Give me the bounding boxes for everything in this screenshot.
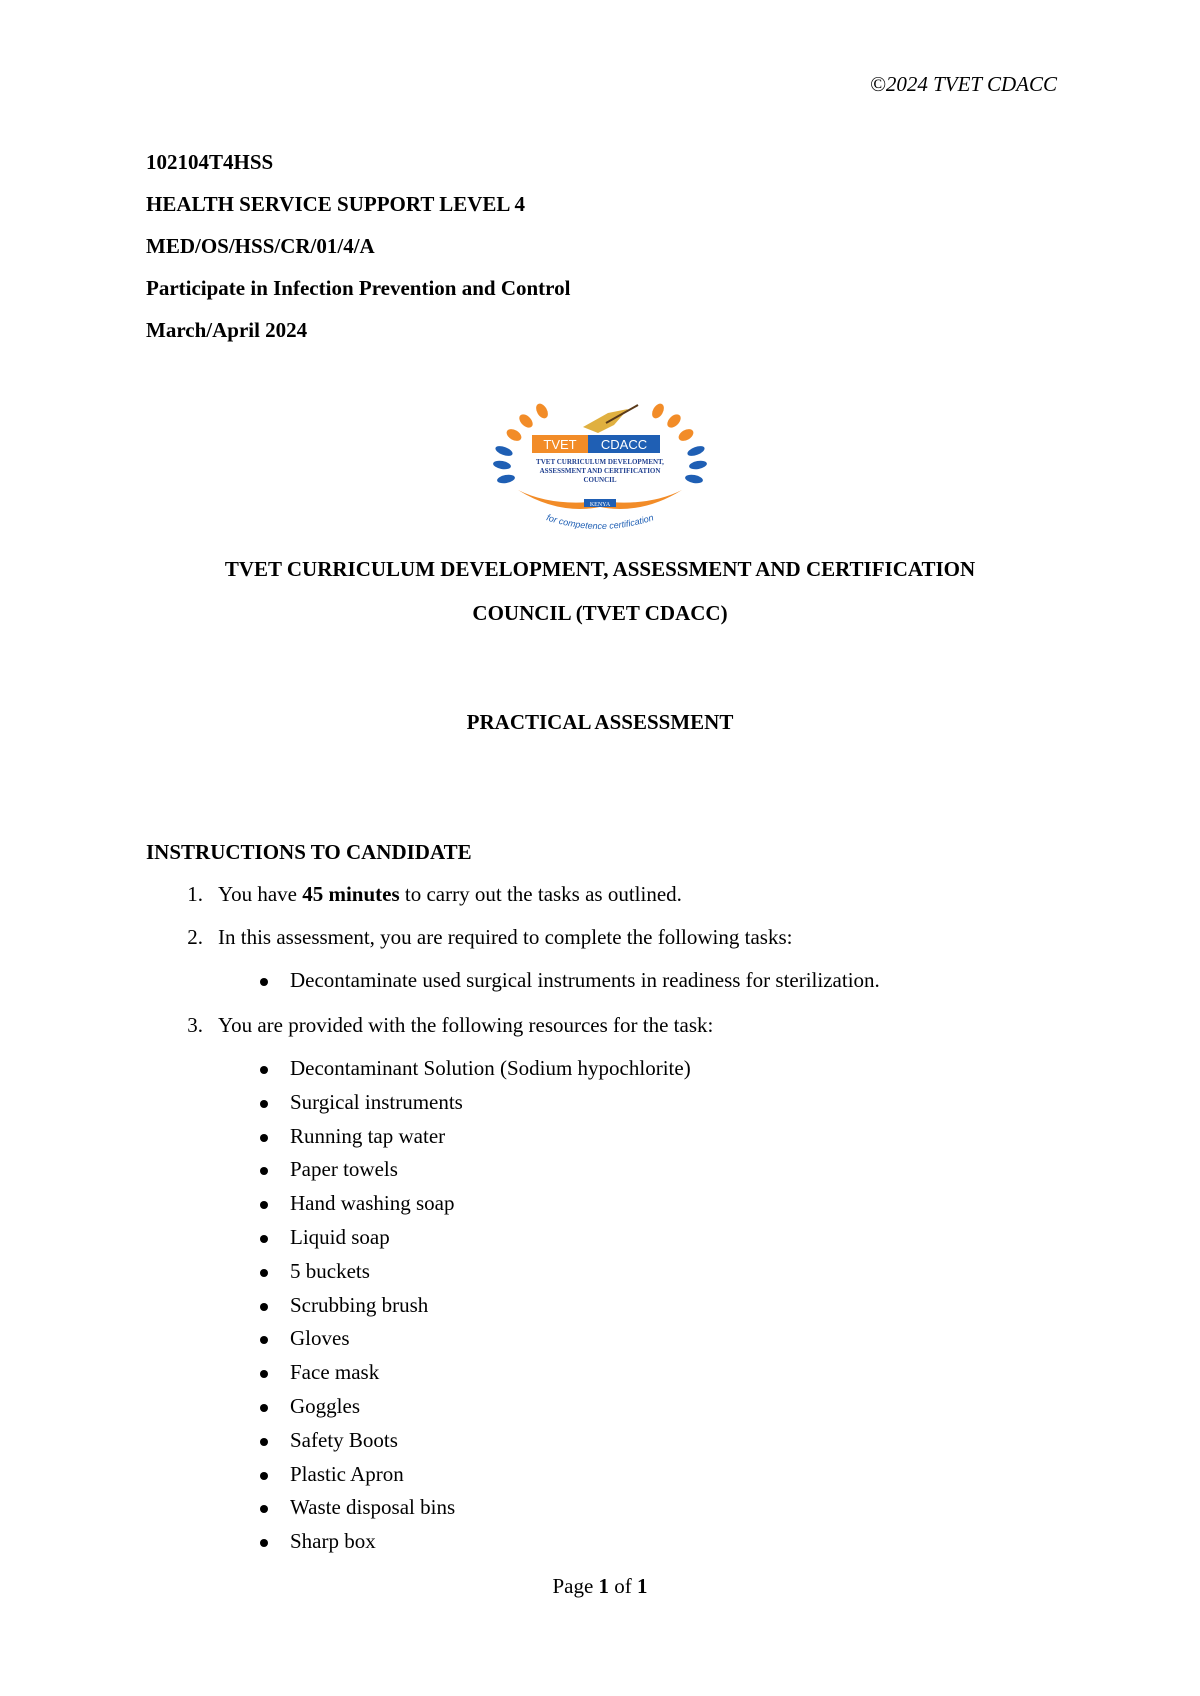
instruction-item-3: You are provided with the following resources for the task: [218, 1013, 714, 1037]
instruction-1-duration: 45 minutes [302, 882, 400, 906]
bullet-icon [260, 1472, 268, 1480]
bullet-icon [260, 1303, 268, 1311]
resource-item: Face mask [290, 1360, 380, 1384]
bullet-icon [260, 1370, 268, 1378]
instruction-1-after: to carry out the tasks as outlined. [399, 882, 682, 906]
exam-session: March/April 2024 [146, 318, 308, 342]
resource-item: Surgical instruments [290, 1090, 463, 1114]
resource-item: Hand washing soap [290, 1191, 455, 1215]
task-item: Decontaminate used surgical instruments in readiness for sterilization. [290, 968, 880, 992]
bullet-icon [260, 1235, 268, 1243]
page-footer [0, 1574, 1200, 1599]
logo-name-left: TVET [543, 437, 577, 452]
resource-item: Gloves [290, 1326, 350, 1350]
resource-item: Goggles [290, 1394, 360, 1418]
resource-item: Liquid soap [290, 1225, 390, 1249]
bullet-icon [260, 1438, 268, 1446]
logo-fullname-line2: ASSESSMENT AND CERTIFICATION [539, 467, 661, 475]
resource-item: Scrubbing brush [290, 1293, 429, 1317]
resource-item: Plastic Apron [290, 1462, 404, 1486]
bullet-icon [260, 1134, 268, 1142]
instructions-heading: INSTRUCTIONS TO CANDIDATE [146, 840, 472, 864]
item-number: 2. [187, 925, 203, 949]
footer-page-number: 1 [598, 1574, 610, 1598]
bullet-icon [260, 1100, 268, 1108]
paper-code: 102104T4HSS [146, 150, 274, 174]
resource-item: Safety Boots [290, 1428, 398, 1452]
resource-item: Running tap water [290, 1124, 446, 1148]
instruction-item-2: In this assessment, you are required to complete the following tasks: [218, 925, 793, 949]
footer-of-word: of [609, 1574, 638, 1598]
logo-fullname-line3: COUNCIL [583, 476, 617, 484]
bullet-icon [260, 1167, 268, 1175]
unit-title: Participate in Infection Prevention and Control [146, 276, 571, 300]
logo-country: KENYA [589, 502, 611, 508]
item-number: 3. [187, 1013, 203, 1037]
footer-page-word: Page [552, 1574, 599, 1598]
tvet-cdacc-logo [488, 395, 712, 545]
logo-motto: for competence certification [545, 512, 655, 532]
item-number: 1. [187, 882, 203, 906]
bullet-icon [260, 1505, 268, 1513]
bullet-icon [260, 1404, 268, 1412]
instruction-item-1 [218, 882, 682, 907]
instruction-1-before: You have [218, 882, 303, 906]
qualification-title: HEALTH SERVICE SUPPORT LEVEL 4 [146, 192, 525, 216]
council-name-line2: COUNCIL (TVET CDACC) [472, 601, 728, 625]
bullet-icon [260, 1336, 268, 1344]
bullet-icon [260, 1066, 268, 1074]
bullet-icon [260, 1539, 268, 1547]
bullet-icon [260, 1269, 268, 1277]
logo-fullname-line1: TVET CURRICULUM DEVELOPMENT, [536, 458, 664, 466]
resource-item: Waste disposal bins [290, 1495, 456, 1519]
bullet-icon [260, 978, 268, 986]
resource-item: 5 buckets [290, 1259, 370, 1283]
bullet-icon [260, 1201, 268, 1209]
footer-page-total: 1 [637, 1574, 648, 1598]
resource-item: Decontaminant Solution (Sodium hypochlorite) [290, 1056, 691, 1080]
unit-code: MED/OS/HSS/CR/01/4/A [146, 234, 375, 258]
council-name-line1: TVET CURRICULUM DEVELOPMENT, ASSESSMENT AND CERTIFICATION [224, 557, 976, 581]
copyright-notice: ©2024 TVET CDACC [869, 72, 1057, 96]
logo-name-right: CDACC [600, 437, 648, 452]
assessment-title: PRACTICAL ASSESSMENT [466, 710, 734, 734]
book-icon [583, 409, 628, 433]
resource-item: Sharp box [290, 1529, 376, 1553]
resource-item: Paper towels [290, 1157, 398, 1181]
